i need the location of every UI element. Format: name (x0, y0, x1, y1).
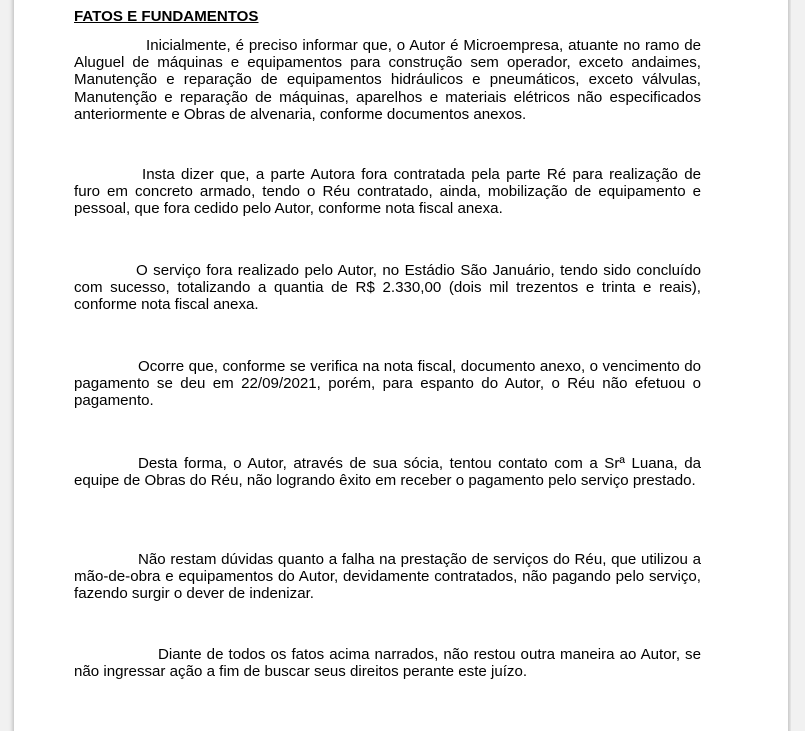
paragraph-conclusion: Diante de todos os fatos acima narrados, não restou outra maneira ao Autor, se não ingressar ação a fim de buscar seus direitos perante este juízo. (74, 646, 701, 681)
document-page (13, 0, 789, 731)
paragraph-contact: Desta forma, o Autor, através de sua sócia, tentou contato com a Srª Luana, da equipe de Obras do Réu, não logrando êxito em receber o pagamento pelo serviço prestado. (74, 455, 701, 490)
page-content (74, 8, 701, 681)
paragraph-failure: Não restam dúvidas quanto a falha na prestação de serviços do Réu, que utilizou a mão-de-obra e equipamentos do Autor, devidamente contratados, não pagando pelo serviço, fazendo surgir o dever de indenizar. (74, 551, 701, 603)
paragraph-service: O serviço fora realizado pelo Autor, no Estádio São Januário, tendo sido concluído com sucesso, totalizando a quantia de R$ 2.330,00 (dois mil trezentos e trinta e reais), conforme nota fiscal anexa. (74, 262, 701, 314)
paragraph-due-date: Ocorre que, conforme se verifica na nota fiscal, documento anexo, o vencimento do pagamento se deu em 22/09/2021, porém, para espanto do Autor, o Réu não efetuou o pagamento. (74, 358, 701, 410)
paragraph-intro: Inicialmente, é preciso informar que, o Autor é Microempresa, atuante no ramo de Aluguel de máquinas e equipamentos para construção sem operador, exceto andaimes, Manutenção e reparação de equipamentos hidráulicos e pneumáticos, exceto válvulas, Manutenção e reparação de máquinas, aparelhos e materiais elétricos não especificados anteriormente e Obras de alvenaria, conforme documentos anexos. (74, 37, 701, 123)
viewer-left-margin (0, 0, 12, 731)
paragraph-contract: Insta dizer que, a parte Autora fora contratada pela parte Ré para realização de furo em concreto armado, tendo o Réu contratado, ainda, mobilização de equipamento e pessoal, que fora cedido pelo Autor, conforme nota fiscal anexa. (74, 166, 701, 218)
viewer-right-margin (791, 0, 805, 731)
section-heading: FATOS E FUNDAMENTOS (74, 8, 259, 25)
